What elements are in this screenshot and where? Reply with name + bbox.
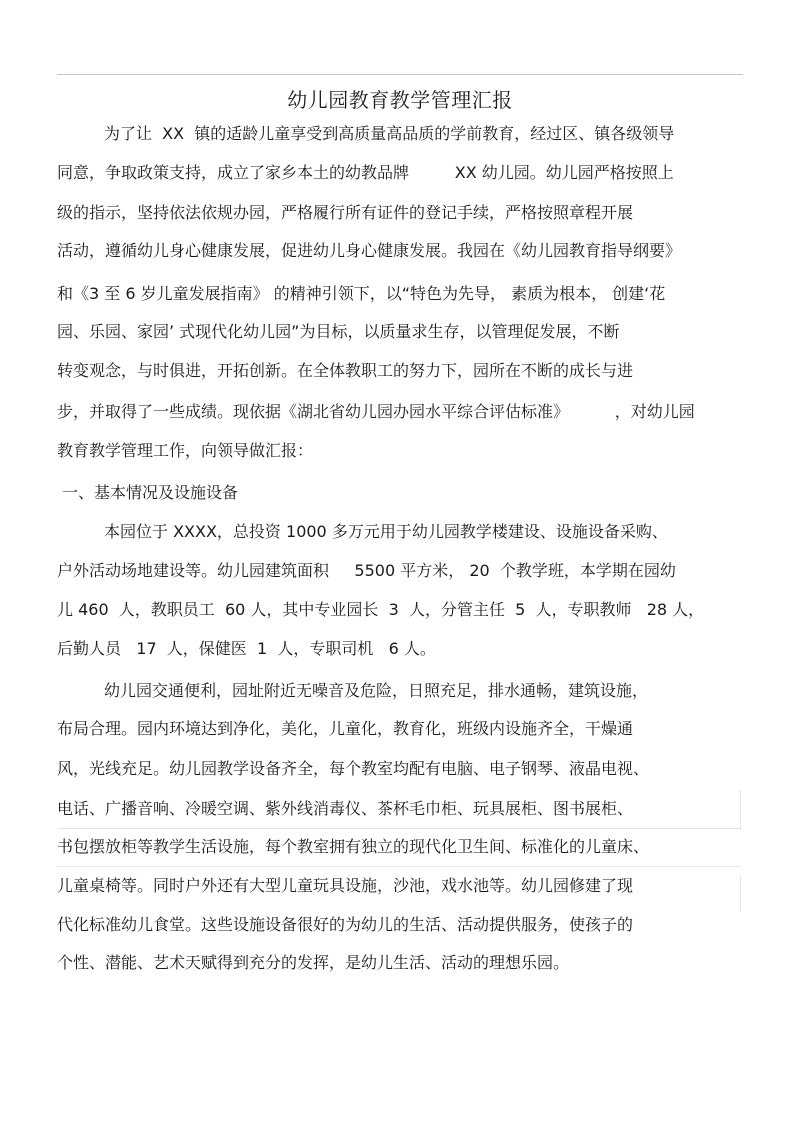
intro-line-5: 和《3 至 6 岁儿童发展指南》 的精神引领下，以“特色为先导， 素质为根本， 创建‘花 [57,284,666,303]
para2-line-3: 风，光线充足。幼儿园教学设备齐全，每个教室均配有电脑、电子钢琴、液晶电视、 [57,759,650,778]
para2-line-5: 书包摆放柜等教学生活设施，每个教室拥有独立的现代化卫生间、标准化的儿童床、 [57,837,650,856]
faint-rule-4 [740,876,741,912]
intro-line-6: 园、乐园、家园’ 式现代化幼儿园”为目标，以质量求生存，以管理促发展，不断 [57,322,620,341]
para1-line-3: 儿 460 人，教职员工 60 人，其中专业园长 3 人，分管主任 5 人，专职教师 28 人， [57,600,705,619]
page-title: 幼儿园教育教学管理汇报 [287,88,513,112]
intro-line-4: 活动，遵循幼儿身心健康发展，促进幼儿身心健康发展。我园在《幼儿园教育指导纲要》 [57,241,682,260]
faint-rule-1 [57,828,741,829]
intro-line-2: 同意，争取政策支持，成立了家乡本土的幼教品牌 XX 幼儿园。幼儿园严格按照上 [57,163,674,182]
faint-rule-3 [740,790,741,830]
para2-line-8: 个性、潜能、艺术天赋得到充分的发挥，是幼儿生活、活动的理想乐园。 [57,953,570,972]
header-rule [57,74,743,75]
intro-line-3: 级的指示，坚持依法依规办园，严格履行所有证件的登记手续，严格按照章程开展 [57,203,634,222]
intro-line-1: 为了让 XX 镇的适龄儿童享受到高质量高品质的学前教育，经过区、镇各级领导 [104,124,675,143]
section-heading: 一、基本情况及设施设备 [62,483,239,502]
para1-line-4: 后勤人员 17 人，保健医 1 人，专职司机 6 人。 [57,639,436,658]
intro-line-9: 教育教学管理工作，向领导做汇报： [57,441,314,460]
para2-line-2: 布局合理。园内环境达到净化，美化，儿童化，教育化，班级内设施齐全，干燥通 [57,719,634,738]
para1-line-1: 本园位于 XXXX，总投资 1000 多万元用于幼儿园教学楼建设、设施设备采购、 [104,522,668,541]
intro-line-7: 转变观念，与时俱进，开拓创新。在全体教职工的努力下，园所在不断的成长与进 [57,361,634,380]
para1-line-2: 户外活动场地建设等。幼儿园建筑面积 5500 平方米， 20 个教学班，本学期在园幼 [57,561,676,580]
faint-rule-2 [57,866,741,867]
para2-line-6: 儿童桌椅等。同时户外还有大型儿童玩具设施，沙池，戏水池等。幼儿园修建了现 [57,876,634,895]
intro-line-8: 步，并取得了一些成绩。现依据《湖北省幼儿园办园水平综合评估标准》 ，对幼儿园 [57,402,695,421]
para2-line-1: 幼儿园交通便利，园址附近无噪音及危险，日照充足，排水通畅，建筑设施， [104,681,649,700]
para2-line-7: 代化标准幼儿食堂。这些设施设备很好的为幼儿的生活、活动提供服务，使孩子的 [57,915,634,934]
para2-line-4: 电话、广播音响、冷暖空调、紫外线消毒仪、茶杯毛巾柜、玩具展柜、图书展柜、 [57,799,634,818]
